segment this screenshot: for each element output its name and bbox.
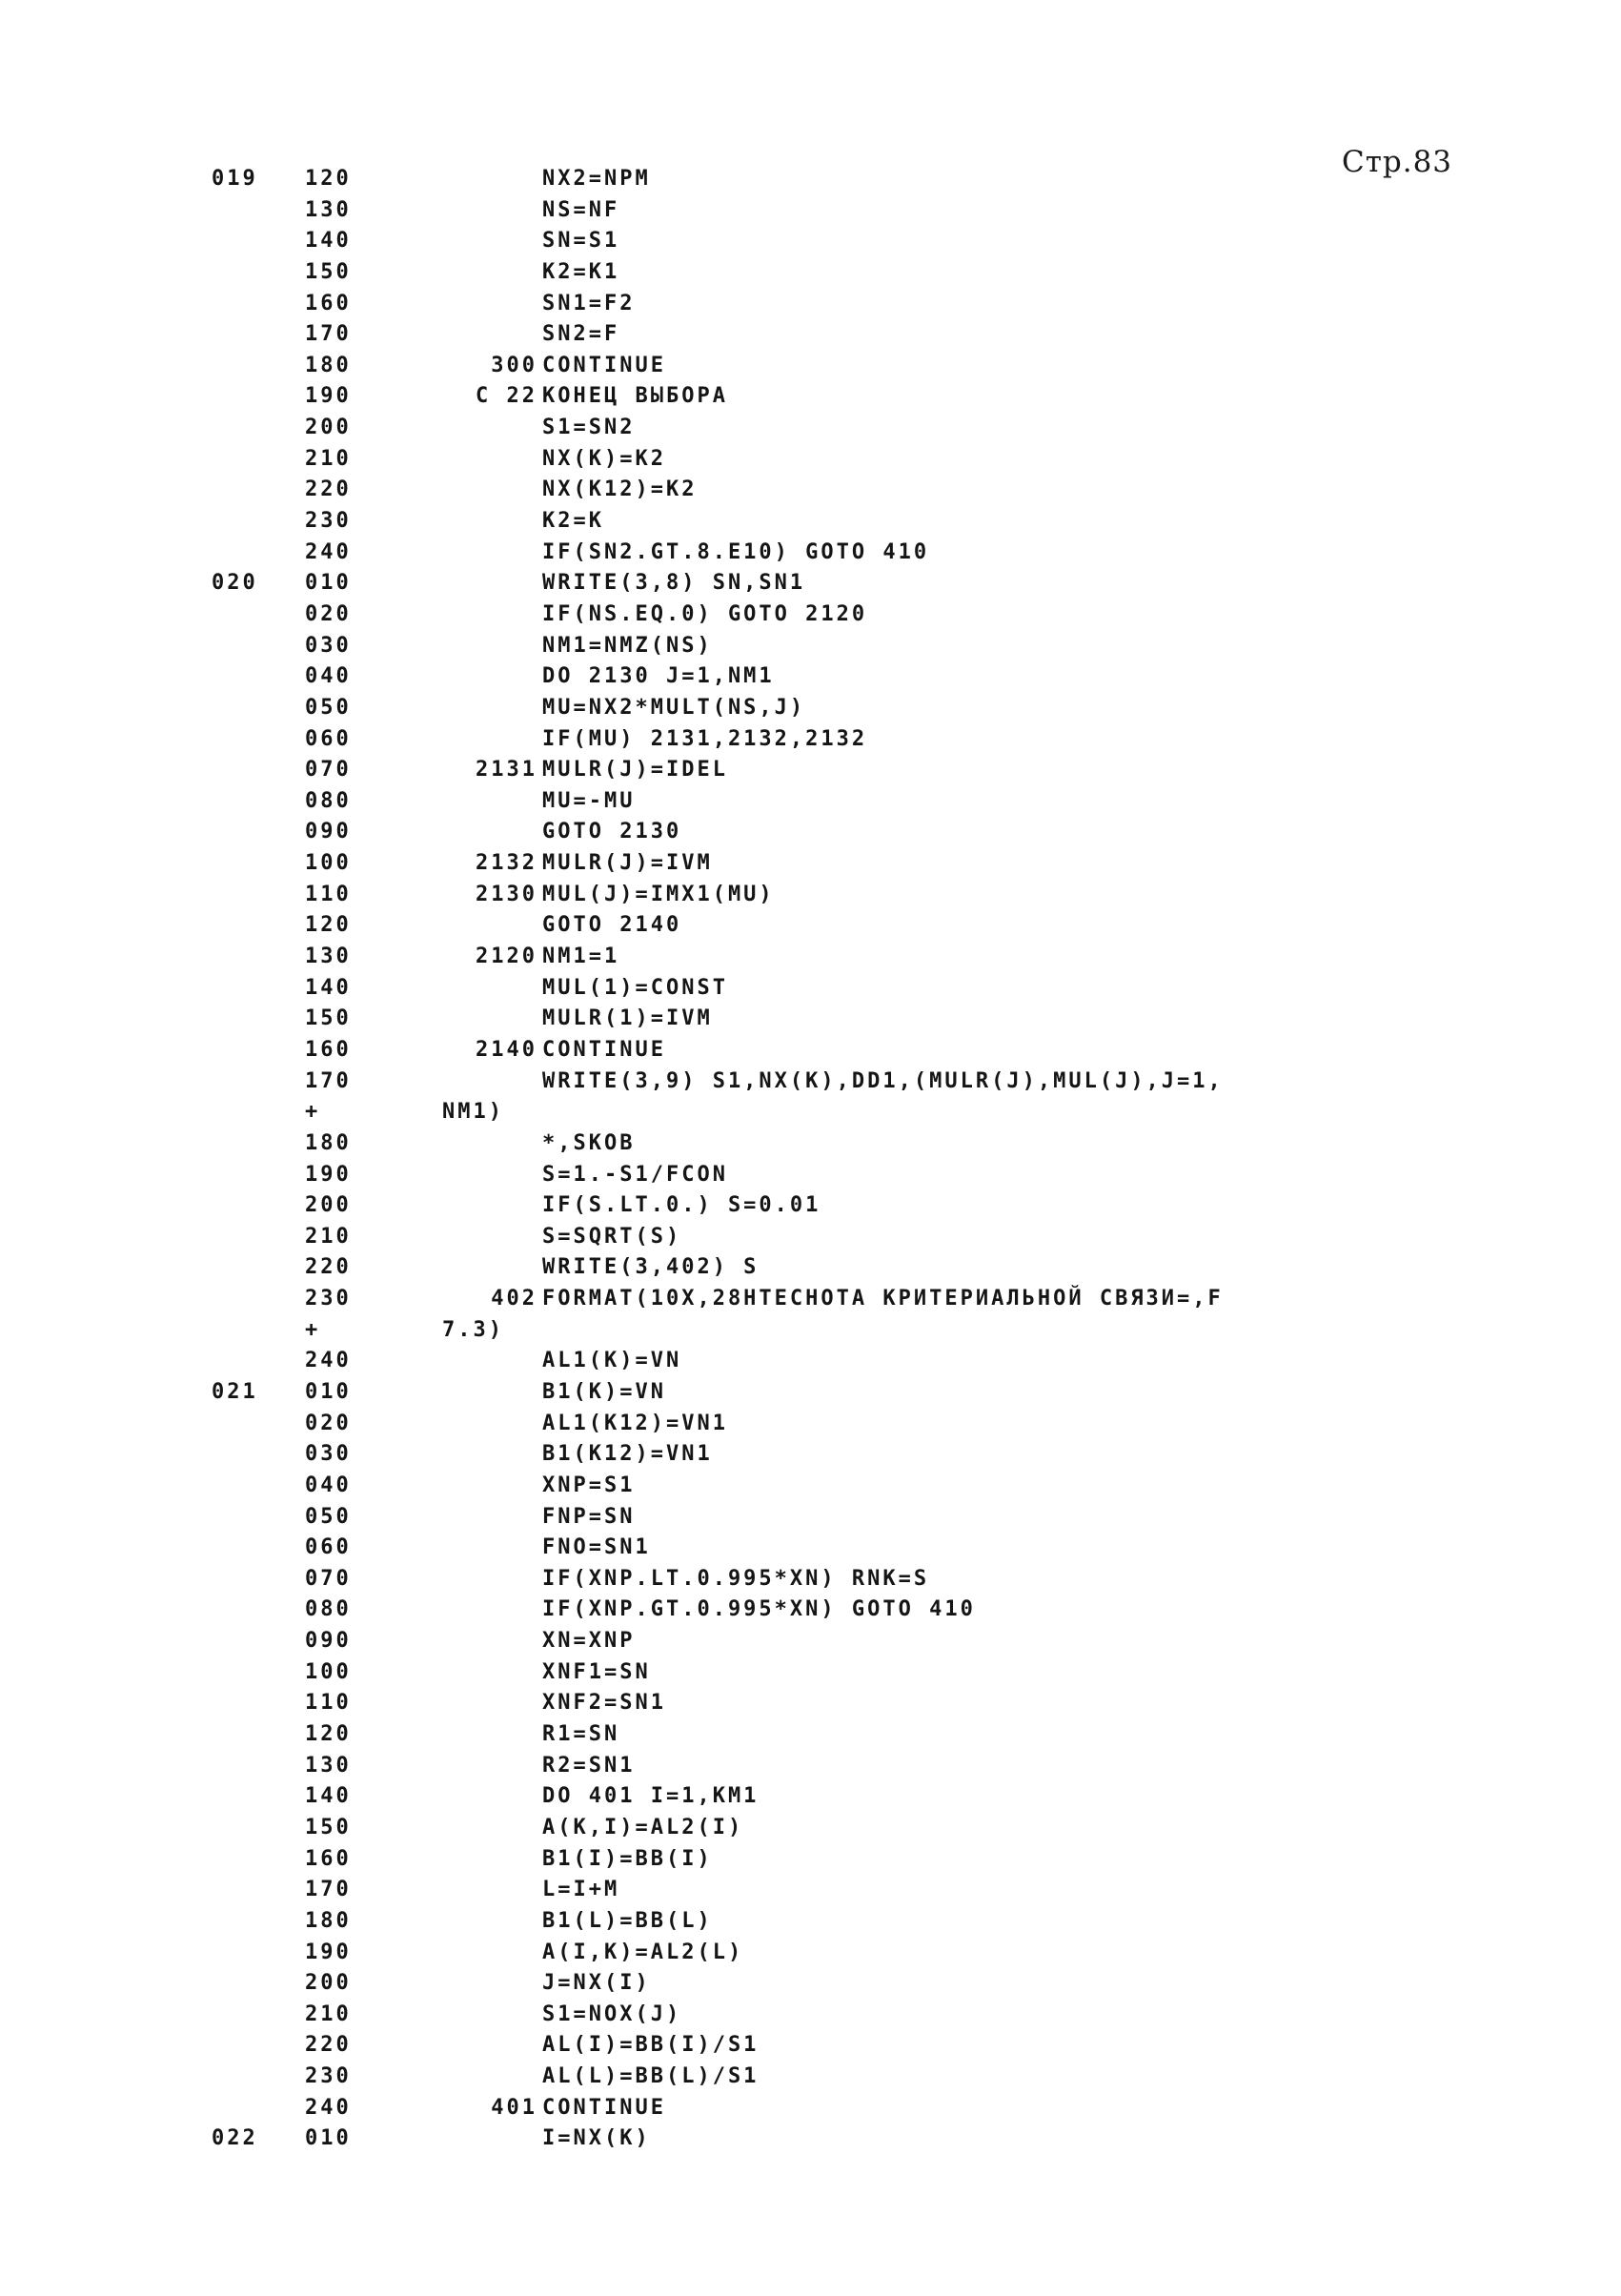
sequence-number: 180: [305, 1130, 352, 1155]
code-line: [212, 1222, 1546, 1253]
statement-text: MU=-MU: [542, 788, 636, 813]
statement-label: 2132: [476, 851, 537, 876]
statement-text: NM1=NMZ(NS): [542, 633, 713, 658]
code-line: [212, 164, 1546, 195]
sequence-number: 120: [305, 167, 352, 191]
statement-text: L=I+M: [542, 1878, 620, 1902]
code-line: [212, 1502, 1546, 1534]
statement-label: 401: [491, 2095, 537, 2120]
program-listing: [212, 164, 1546, 2155]
code-line: [212, 413, 1546, 444]
statement-text: IF(NS.EQ.0) GOTO 2120: [542, 601, 868, 626]
code-line: [212, 1688, 1546, 1719]
sequence-number: 160: [305, 1846, 352, 1871]
code-line: [212, 226, 1546, 257]
sequence-number: 140: [305, 229, 352, 254]
code-line: [212, 1657, 1546, 1689]
sequence-number: 190: [305, 384, 352, 409]
sequence-number: 030: [305, 1442, 352, 1467]
sequence-number: 080: [305, 788, 352, 813]
statement-label: 402: [491, 1287, 537, 1311]
sequence-number: 220: [305, 477, 352, 502]
code-line: [212, 1751, 1546, 1782]
code-line: [212, 1938, 1546, 1969]
code-line: [212, 1346, 1546, 1377]
code-line: [212, 475, 1546, 506]
sequence-number: 120: [305, 913, 352, 938]
statement-text: S=SQRT(S): [542, 1224, 682, 1249]
sequence-number: 170: [305, 1068, 352, 1093]
statement-label: 2130: [476, 882, 537, 906]
code-line: [212, 1315, 1546, 1347]
code-line: [212, 1875, 1546, 1906]
sequence-number: 190: [305, 1162, 352, 1187]
code-line: [212, 1968, 1546, 2000]
code-line: [212, 538, 1546, 569]
statement-text: CONTINUE: [542, 353, 666, 377]
statement-text: FORMAT(10X,28HTECHOTA КРИТЕРИАЛЬНОЙ СВЯЗИ=,F: [542, 1287, 1224, 1311]
statement-text: IF(XNP.LT.0.995*XN) RNK=S: [542, 1566, 930, 1591]
sequence-number: 080: [305, 1597, 352, 1622]
code-line: [212, 880, 1546, 911]
sequence-number: 140: [305, 975, 352, 1000]
sequence-number: 180: [305, 1908, 352, 1933]
code-line: [212, 755, 1546, 786]
sequence-number: 150: [305, 259, 352, 284]
sequence-number: 100: [305, 851, 352, 876]
code-line: [212, 631, 1546, 662]
statement-label: 300: [491, 353, 537, 377]
sequence-number: 140: [305, 1784, 352, 1809]
statement-text: MUL(J)=IMX1(MU): [542, 882, 775, 906]
statement-text: MULR(J)=IDEL: [542, 758, 728, 782]
statement-text: WRITE(3,8) SN,SN1: [542, 571, 806, 596]
code-line: [212, 381, 1546, 413]
code-line: [212, 599, 1546, 631]
statement-text: S1=SN2: [542, 416, 636, 440]
sequence-number: 060: [305, 1535, 352, 1560]
code-line: [212, 506, 1546, 538]
code-line: [212, 1035, 1546, 1067]
code-line: [212, 1409, 1546, 1440]
code-line: [212, 1439, 1546, 1471]
card-number: 021: [212, 1379, 258, 1404]
sequence-number: 090: [305, 820, 352, 844]
code-line: [212, 319, 1546, 351]
sequence-number: 090: [305, 1629, 352, 1654]
statement-text: K2=K: [542, 509, 604, 534]
sequence-number: 230: [305, 2064, 352, 2089]
sequence-number: 220: [305, 2033, 352, 2058]
page-number: Стр.83: [1342, 145, 1453, 179]
code-line: [212, 1471, 1546, 1502]
sequence-number: 120: [305, 1722, 352, 1747]
statement-text: WRITE(3,402) S: [542, 1255, 760, 1280]
code-line: [212, 1844, 1546, 1876]
card-number: 022: [212, 2126, 258, 2151]
statement-text: КОНЕЦ ВЫБОРА: [542, 384, 728, 409]
statement-text: NX(K)=K2: [542, 446, 666, 471]
sequence-number: 040: [305, 1473, 352, 1497]
sequence-number: 240: [305, 2095, 352, 2120]
statement-text: NX2=NPM: [542, 167, 651, 191]
sequence-number: 070: [305, 1566, 352, 1591]
sequence-number: 210: [305, 2001, 352, 2026]
statement-label: C 22: [476, 384, 537, 409]
sequence-number: 190: [305, 1940, 352, 1964]
code-line: [212, 195, 1546, 227]
statement-text: J=NX(I): [542, 1971, 651, 1996]
sequence-number: 010: [305, 2126, 352, 2151]
statement-text: AL1(K)=VN: [542, 1349, 682, 1373]
statement-text: NX(K12)=K2: [542, 477, 698, 502]
statement-text: MU=NX2*MULT(NS,J): [542, 695, 806, 720]
statement-text: SN=S1: [542, 229, 620, 254]
statement-text: FNP=SN: [542, 1504, 636, 1529]
statement-text: B1(K12)=VN1: [542, 1442, 713, 1467]
code-line: [212, 661, 1546, 693]
code-line: [212, 2000, 1546, 2031]
sequence-number: 010: [305, 1379, 352, 1404]
statement-text: IF(MU) 2131,2132,2132: [542, 726, 868, 751]
code-line: [212, 910, 1546, 942]
code-line: [212, 444, 1546, 476]
statement-text: XNF2=SN1: [542, 1691, 666, 1716]
sequence-number: 180: [305, 353, 352, 377]
sequence-number: 110: [305, 1691, 352, 1716]
statement-text: K2=K1: [542, 259, 620, 284]
code-line: [212, 1626, 1546, 1657]
sequence-number: 210: [305, 446, 352, 471]
statement-text: AL(L)=BB(L)/S1: [542, 2064, 760, 2089]
sequence-number: 160: [305, 291, 352, 315]
sequence-number: 110: [305, 882, 352, 906]
sequence-number: 020: [305, 1411, 352, 1435]
statement-text: B1(L)=BB(L): [542, 1908, 713, 1933]
sequence-number: 200: [305, 416, 352, 440]
code-line: [212, 2030, 1546, 2062]
statement-text: S=1.-S1/FCON: [542, 1162, 728, 1187]
code-line: [212, 1067, 1546, 1098]
sequence-number: 130: [305, 197, 352, 222]
sequence-number: 100: [305, 1659, 352, 1684]
sequence-number: +: [305, 1317, 321, 1342]
code-line: [212, 351, 1546, 382]
sequence-number: 130: [305, 945, 352, 969]
sequence-number: 010: [305, 571, 352, 596]
sequence-number: 020: [305, 601, 352, 626]
code-line: [212, 1533, 1546, 1564]
code-line: [212, 1097, 1546, 1128]
statement-text: CONTINUE: [542, 2095, 666, 2120]
code-line: [212, 1190, 1546, 1222]
statement-text: A(I,K)=AL2(L): [542, 1940, 744, 1964]
code-line: [212, 1284, 1546, 1315]
statement-text: GOTO 2130: [542, 820, 682, 844]
sequence-number: 240: [305, 539, 352, 564]
statement-text: AL(I)=BB(I)/S1: [542, 2033, 760, 2058]
code-line: [212, 1781, 1546, 1813]
statement-label: 2140: [476, 1037, 537, 1062]
statement-text: I=NX(K): [542, 2126, 651, 2151]
sequence-number: 240: [305, 1349, 352, 1373]
sequence-number: 230: [305, 1287, 352, 1311]
statement-text: SN1=F2: [542, 291, 636, 315]
sequence-number: 150: [305, 1815, 352, 1839]
code-line: [212, 973, 1546, 1005]
statement-text: DO 2130 J=1,NM1: [542, 664, 775, 689]
sequence-number: 230: [305, 509, 352, 534]
code-line: [212, 1004, 1546, 1035]
code-line: [212, 289, 1546, 320]
code-line: [212, 1377, 1546, 1409]
statement-text: XN=XNP: [542, 1629, 636, 1654]
statement-text: MUL(1)=CONST: [542, 975, 728, 1000]
statement-text: MULR(1)=IVM: [542, 1006, 713, 1031]
statement-text: XNF1=SN: [542, 1659, 651, 1684]
statement-text: XNP=S1: [542, 1473, 636, 1497]
sequence-number: 200: [305, 1971, 352, 1996]
statement-text: B1(I)=BB(I): [542, 1846, 713, 1871]
code-line: [212, 848, 1546, 880]
code-line: [212, 1906, 1546, 1938]
statement-text: SN2=F: [542, 322, 620, 347]
statement-text: *,SKOB: [542, 1130, 636, 1155]
code-line: [212, 2062, 1546, 2093]
code-line: [212, 1813, 1546, 1844]
statement-text: IF(XNP.GT.0.995*XN) GOTO 410: [542, 1597, 976, 1622]
code-line: [212, 1128, 1546, 1160]
statement-text: WRITE(3,9) S1,NX(K),DD1,(MULR(J),MUL(J),J=1,: [542, 1068, 1224, 1093]
statement-text: AL1(K12)=VN1: [542, 1411, 728, 1435]
statement-text: B1(K)=VN: [542, 1379, 666, 1404]
statement-text: NS=NF: [542, 197, 620, 222]
card-number: 020: [212, 571, 258, 596]
code-line: [212, 1252, 1546, 1284]
code-line: [212, 1564, 1546, 1595]
sequence-number: 030: [305, 633, 352, 658]
statement-text: IF(S.LT.0.) S=0.01: [542, 1193, 821, 1218]
statement-text: DO 401 I=1,KM1: [542, 1784, 760, 1809]
statement-text: GOTO 2140: [542, 913, 682, 938]
statement-text: CONTINUE: [542, 1037, 666, 1062]
sequence-number: 050: [305, 1504, 352, 1529]
sequence-number: 060: [305, 726, 352, 751]
code-line: [212, 942, 1546, 973]
sequence-number: 210: [305, 1224, 352, 1249]
code-line: [212, 2123, 1546, 2155]
sequence-number: 220: [305, 1255, 352, 1280]
sequence-number: 160: [305, 1037, 352, 1062]
sequence-number: 170: [305, 322, 352, 347]
sequence-number: 040: [305, 664, 352, 689]
statement-text: 7.3): [442, 1317, 504, 1342]
code-line: [212, 568, 1546, 599]
sequence-number: 200: [305, 1193, 352, 1218]
code-line: [212, 724, 1546, 756]
code-line: [212, 786, 1546, 818]
code-line: [212, 2093, 1546, 2124]
code-line: [212, 817, 1546, 848]
sequence-number: 070: [305, 758, 352, 782]
statement-text: A(K,I)=AL2(I): [542, 1815, 744, 1839]
sequence-number: 130: [305, 1753, 352, 1778]
sequence-number: +: [305, 1100, 321, 1125]
code-line: [212, 257, 1546, 289]
card-number: 019: [212, 167, 258, 191]
code-line: [212, 1160, 1546, 1191]
statement-text: R2=SN1: [542, 1753, 636, 1778]
statement-label: 2131: [476, 758, 537, 782]
sequence-number: 170: [305, 1878, 352, 1902]
statement-text: NM1=1: [542, 945, 620, 969]
code-line: [212, 1595, 1546, 1626]
sequence-number: 050: [305, 695, 352, 720]
code-line: [212, 1719, 1546, 1751]
statement-text: S1=NOX(J): [542, 2001, 682, 2026]
statement-text: NM1): [442, 1100, 504, 1125]
statement-text: FNO=SN1: [542, 1535, 651, 1560]
statement-text: R1=SN: [542, 1722, 620, 1747]
statement-text: IF(SN2.GT.8.E10) GOTO 410: [542, 539, 930, 564]
statement-text: MULR(J)=IVM: [542, 851, 713, 876]
code-line: [212, 693, 1546, 724]
sequence-number: 150: [305, 1006, 352, 1031]
statement-label: 2120: [476, 945, 537, 969]
